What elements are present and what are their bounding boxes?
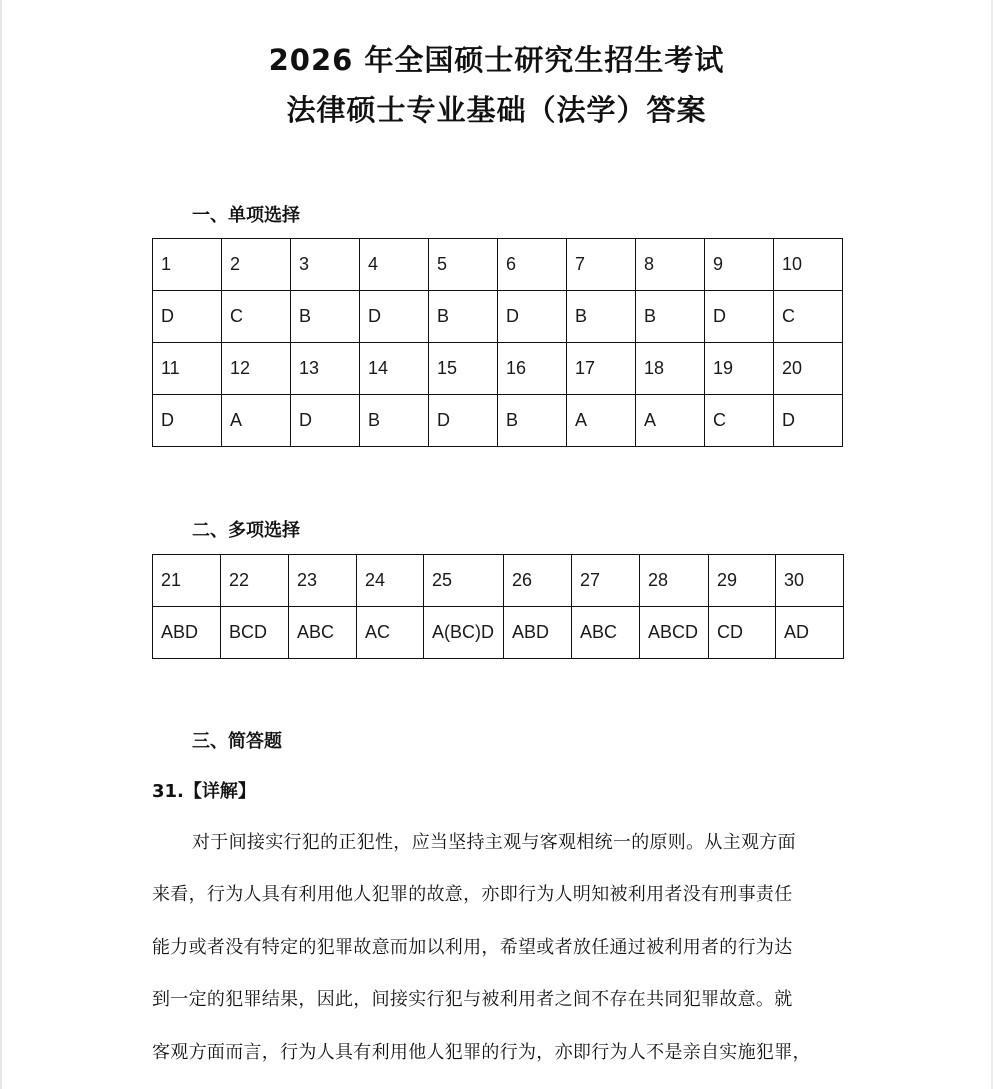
question-number-cell: 6 [498, 239, 567, 291]
answer-cell: C [222, 291, 291, 343]
question-31-label: 31.【详解】 [152, 781, 256, 802]
answer-cell: B [360, 395, 429, 447]
document-subtitle: 法律硕士专业基础（法学）答案 [286, 93, 707, 127]
question-number-cell: 15 [429, 343, 498, 395]
table-row [153, 239, 843, 291]
document-title: 2026 年全国硕士研究生招生考试 [268, 43, 725, 77]
section-heading-multiple-choice: 二、多项选择 [192, 520, 300, 541]
answer-text-line: 到一定的犯罪结果，因此，间接实行犯与被利用者之间不存在共同犯罪故意。就 [152, 989, 793, 1010]
question-number-cell: 27 [572, 555, 640, 607]
answer-cell: D [360, 291, 429, 343]
question-number-cell: 17 [567, 343, 636, 395]
table-row [153, 395, 843, 447]
answer-cell: ABCD [640, 607, 709, 659]
answer-cell: A(BC)D [424, 607, 504, 659]
answer-cell: B [291, 291, 360, 343]
answer-text-line: 对于间接实行犯的正犯性，应当坚持主观与客观相统一的原则。从主观方面 [192, 832, 796, 853]
table-row [153, 607, 844, 659]
answer-cell: D [429, 395, 498, 447]
question-number-cell: 16 [498, 343, 567, 395]
question-number-cell: 19 [705, 343, 774, 395]
answer-cell: D [705, 291, 774, 343]
question-number-cell: 14 [360, 343, 429, 395]
table-row [153, 343, 843, 395]
question-number-cell: 2 [222, 239, 291, 291]
answer-text-line: 能力或者没有特定的犯罪故意而加以利用，希望或者放任通过被利用者的行为达 [152, 937, 793, 958]
answer-cell: B [498, 395, 567, 447]
answer-cell: D [774, 395, 843, 447]
answer-cell: C [705, 395, 774, 447]
answer-cell: AD [776, 607, 844, 659]
question-number-cell: 23 [289, 555, 357, 607]
answer-cell: ABC [572, 607, 640, 659]
answer-cell: A [636, 395, 705, 447]
answer-cell: C [774, 291, 843, 343]
answer-cell: D [153, 395, 222, 447]
answer-cell: D [291, 395, 360, 447]
page-edge-left [0, 0, 2, 1089]
question-number-cell: 18 [636, 343, 705, 395]
question-number-cell: 30 [776, 555, 844, 607]
section-heading-single-choice: 一、单项选择 [192, 205, 300, 226]
question-number-cell: 26 [504, 555, 572, 607]
question-number-cell: 4 [360, 239, 429, 291]
question-number-cell: 29 [709, 555, 776, 607]
table-row [153, 291, 843, 343]
question-number-cell: 25 [424, 555, 504, 607]
question-number-cell: 24 [357, 555, 424, 607]
answer-cell: B [429, 291, 498, 343]
single-choice-answer-table [152, 238, 843, 447]
answer-cell: AC [357, 607, 424, 659]
answer-cell: A [567, 395, 636, 447]
section-heading-short-answer: 三、简答题 [192, 731, 282, 752]
question-number-cell: 9 [705, 239, 774, 291]
question-number-cell: 21 [153, 555, 221, 607]
question-number-cell: 13 [291, 343, 360, 395]
answer-cell: ABD [153, 607, 221, 659]
multiple-choice-answer-table [152, 554, 844, 659]
answer-cell: ABC [289, 607, 357, 659]
question-number-cell: 22 [221, 555, 289, 607]
question-number-cell: 12 [222, 343, 291, 395]
answer-cell: ABD [504, 607, 572, 659]
question-number-cell: 5 [429, 239, 498, 291]
question-number-cell: 3 [291, 239, 360, 291]
answer-text-line: 客观方面而言，行为人具有利用他人犯罪的行为，亦即行为人不是亲自实施犯罪， [152, 1042, 811, 1063]
answer-cell: BCD [221, 607, 289, 659]
question-number-cell: 11 [153, 343, 222, 395]
question-number-cell: 28 [640, 555, 709, 607]
question-number-cell: 20 [774, 343, 843, 395]
answer-cell: B [567, 291, 636, 343]
answer-text-line: 来看，行为人具有利用他人犯罪的故意，亦即行为人明知被利用者没有刑事责任 [152, 884, 793, 905]
question-number-cell: 8 [636, 239, 705, 291]
question-number-cell: 10 [774, 239, 843, 291]
table-row [153, 555, 844, 607]
question-number-cell: 7 [567, 239, 636, 291]
answer-cell: D [498, 291, 567, 343]
question-number-cell: 1 [153, 239, 222, 291]
answer-cell: B [636, 291, 705, 343]
answer-cell: A [222, 395, 291, 447]
answer-cell: D [153, 291, 222, 343]
answer-cell: CD [709, 607, 776, 659]
